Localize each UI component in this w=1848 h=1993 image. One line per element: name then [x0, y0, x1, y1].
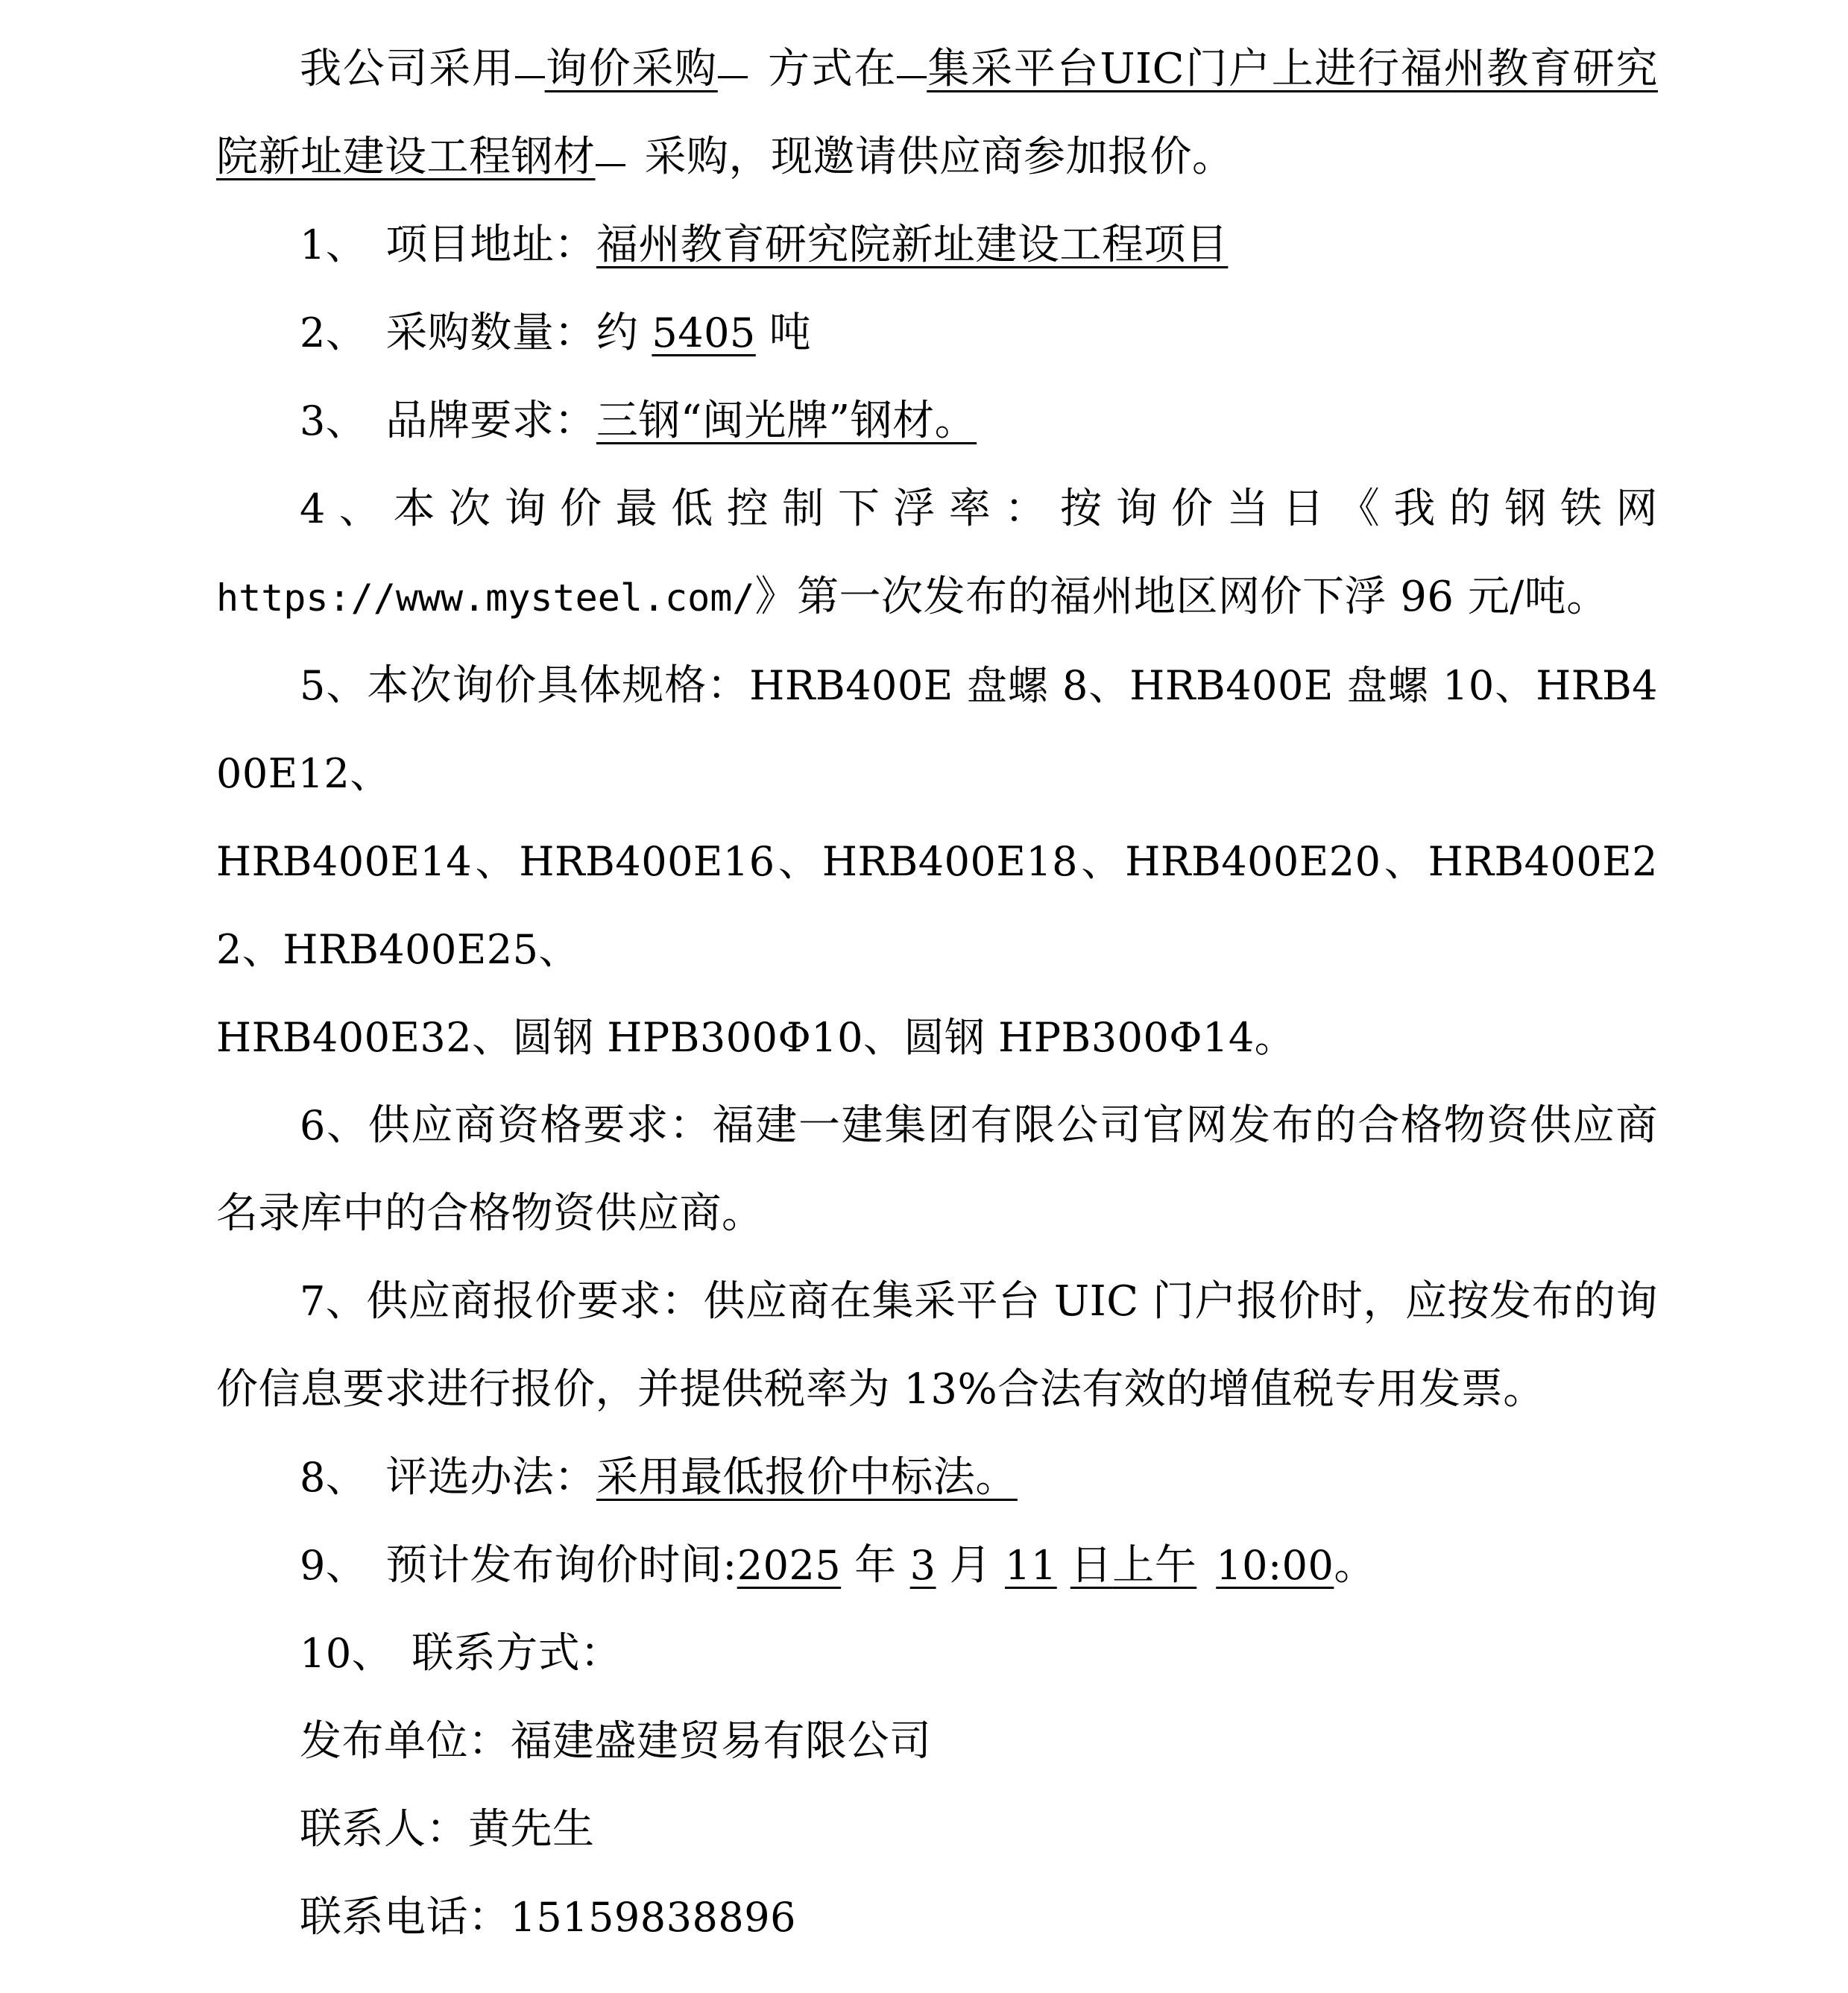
item-3-number: 3、: [300, 397, 367, 444]
item-9-month: 3: [909, 1542, 936, 1589]
item-9-year-unit: 年: [854, 1541, 897, 1590]
item-9-day: 11: [1005, 1542, 1057, 1589]
item-7-number: 7、: [300, 1278, 367, 1325]
item-7: [216, 1258, 1658, 1434]
item-6-number: 6、: [300, 1102, 368, 1149]
item-5-specs-line-1: HRB400E 盘螺 8、HRB400E 盘螺 10、HRB400E12、: [216, 662, 1659, 797]
contact-person-value: 黄先生: [468, 1805, 595, 1854]
contact-issuer-value: 福建盛建贸易有限公司: [510, 1717, 932, 1766]
item-8-value: 采用最低报价中标法。: [596, 1453, 1018, 1502]
item-5-line-2: [216, 818, 1658, 994]
item-6-body: 福建一建集团有限公司官网发布的合格物资供应商名录库中的合格物资供应商。: [216, 1101, 1659, 1238]
item-2-quantity: 5405: [652, 309, 756, 356]
item-9-ampm: 上午: [1112, 1541, 1197, 1590]
contact-block: [216, 1698, 1658, 1962]
item-5-specs-line-2: HRB400E14、HRB400E16、HRB400E18、HRB400E20、HRB400E22、HRB400E25、: [216, 838, 1658, 973]
item-9-day-unit: 日: [1070, 1541, 1113, 1590]
item-9-label: 预计发布询价时间:: [385, 1541, 737, 1590]
intro-blank-after-method: [718, 76, 748, 78]
item-7-body: 供应商在集采平台 UIC 门户报价时，应按发布的询价信息要求进行报价，并提供税率为 13%合法有效的增值税专用发票。: [216, 1277, 1659, 1414]
contact-issuer-line: [216, 1698, 1658, 1786]
item-6: [216, 1082, 1658, 1258]
item-4-line2-tail: 》第一次发布的福州地区网价下浮 96 元/吨。: [754, 573, 1609, 621]
item-2-unit: 吨: [769, 309, 812, 357]
contact-phone-value: 15159838896: [510, 1894, 796, 1941]
contact-phone-line: [216, 1874, 1658, 1962]
item-8-number: 8、: [300, 1454, 367, 1501]
item-9-number: 9、: [300, 1542, 367, 1589]
item-9-month-unit: 月: [949, 1541, 992, 1590]
item-4-line-2: [216, 553, 1658, 642]
item-9-time: 10:00: [1216, 1542, 1334, 1589]
item-2-label: 采购数量：约: [385, 309, 639, 357]
contact-person-line: [216, 1786, 1658, 1874]
item-3-label: 品牌要求：: [385, 397, 596, 445]
item-4-line1-tail: 按询价当日《我的钢铁网: [1060, 485, 1659, 533]
item-4-label: 本次询价最低控制下浮率：: [393, 485, 1061, 533]
intro-platform-project-underlined: 集采平台UIC门户上进行福州教育研究院新址建设工程钢材: [216, 45, 1659, 181]
mysteel-url: https://www.mysteel.com/: [216, 576, 755, 620]
item-7-label: 供应商报价要求：: [366, 1277, 704, 1326]
item-3-value: 三钢“闽光牌”钢材。: [596, 397, 977, 445]
intro-blank-after-platform: [596, 164, 625, 166]
item-5-number: 5、: [300, 662, 368, 709]
item-9-year: 2025: [737, 1542, 842, 1589]
item-1-value: 福州教育研究院新址建设工程项目: [596, 221, 1229, 269]
item-10-label: 联系方式：: [411, 1629, 622, 1678]
item-8-label: 评选办法：: [385, 1453, 596, 1502]
contact-phone-label: 联系电话：: [300, 1893, 511, 1942]
item-10: [216, 1610, 1658, 1698]
item-5-line-1: [216, 642, 1658, 818]
item-10-number: 10、: [300, 1630, 393, 1677]
contact-issuer-label: 发布单位：: [300, 1717, 511, 1766]
item-4-line-1: [216, 465, 1658, 553]
item-2-number: 2、: [300, 309, 367, 356]
intro-method-underlined: 询价采购: [544, 45, 718, 93]
intro-middle: 方式在: [766, 45, 898, 93]
item-5-label: 本次询价具体规格：: [367, 661, 750, 710]
intro-paragraph: [216, 25, 1658, 201]
item-3: [216, 377, 1658, 465]
item-9-tail: 。: [1334, 1541, 1376, 1590]
intro-suffix: 采购，现邀请供应商参加报价。: [644, 133, 1234, 181]
item-2: [216, 289, 1658, 377]
item-1-label: 项目地址：: [385, 221, 596, 269]
item-8: [216, 1434, 1658, 1522]
item-1-number: 1、: [300, 221, 367, 268]
item-6-label: 供应商资格要求：: [368, 1101, 713, 1150]
item-9: [216, 1522, 1658, 1610]
contact-person-label: 联系人：: [300, 1805, 468, 1854]
item-4-number: 4、: [300, 485, 394, 532]
item-5-specs-line-3: HRB400E32、圆钢 HPB300Φ10、圆钢 HPB300Φ14。: [216, 1014, 1296, 1061]
item-5-line-3: [216, 994, 1658, 1082]
intro-blank-before-platform: [897, 76, 927, 78]
intro-blank-before-method: [515, 76, 545, 78]
item-1: [216, 201, 1658, 289]
intro-prefix: 我公司采用: [300, 45, 515, 93]
